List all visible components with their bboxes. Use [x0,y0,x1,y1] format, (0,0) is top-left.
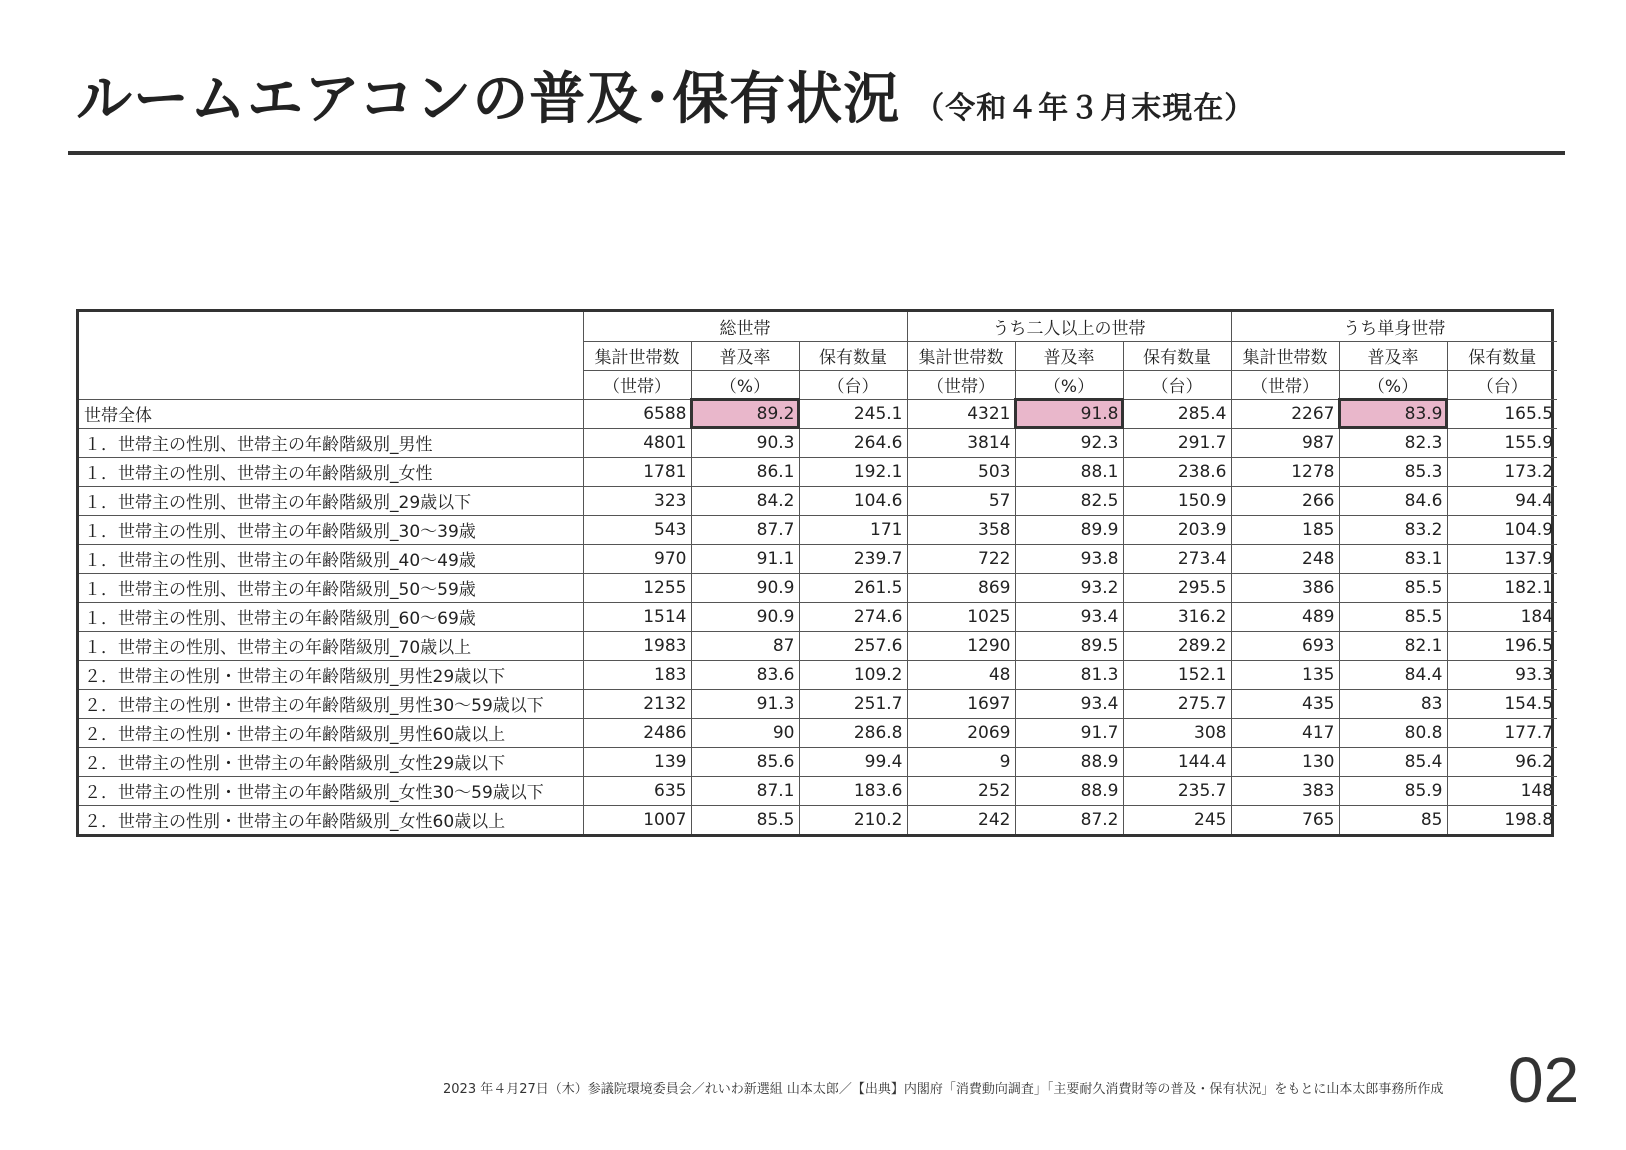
table-cell: 57 [907,486,1015,515]
table-cell: 148 [1447,776,1557,805]
table-cell: 89.9 [1015,515,1123,544]
table-cell: 173.2 [1447,457,1557,486]
table-cell: 135 [1231,660,1339,689]
table-cell: 88.9 [1015,776,1123,805]
table-cell: 210.2 [799,805,907,834]
table-cell: 239.7 [799,544,907,573]
column-header: 普及率 [1015,341,1123,370]
table-cell: 257.6 [799,631,907,660]
unit-header: （台） [799,370,907,399]
table-cell: 198.8 [1447,805,1557,834]
table-cell: 87 [691,631,799,660]
table-cell: 4321 [907,399,1015,428]
table-cell: 80.8 [1339,718,1447,747]
column-header: 保有数量 [799,341,907,370]
footer-source-note: 2023 年４月27日（木）参議院環境委員会／れいわ新選組 山本太郎／【出典】内閣府「消費動向調査」「主要耐久消費財等の普及・保有状況」をもとに山本太郎事務所作成 [443,1082,1444,1097]
table-cell: 1278 [1231,457,1339,486]
row-label: ２．世帯主の性別・世帯主の年齢階級別_女性29歳以下 [79,747,583,776]
table-cell: 82.1 [1339,631,1447,660]
table-cell: 386 [1231,573,1339,602]
table-cell: 177.7 [1447,718,1557,747]
table-cell: 251.7 [799,689,907,718]
table-cell: 87.7 [691,515,799,544]
column-header: 普及率 [691,341,799,370]
table-row [79,544,1557,573]
table-cell: 85.6 [691,747,799,776]
table-cell: 308 [1123,718,1231,747]
table-cell: 84.4 [1339,660,1447,689]
table-cell: 4801 [583,428,691,457]
row-label: ２．世帯主の性別・世帯主の年齢階級別_女性60歳以上 [79,805,583,834]
table-cell: 91.1 [691,544,799,573]
table-cell: 96.2 [1447,747,1557,776]
table-cell: 144.4 [1123,747,1231,776]
data-table-frame [76,309,1554,837]
table-cell: 238.6 [1123,457,1231,486]
table-row [79,602,1557,631]
table-cell: 248 [1231,544,1339,573]
unit-header: （世帯） [907,370,1015,399]
table-cell: 358 [907,515,1015,544]
row-label: ２．世帯主の性別・世帯主の年齢階級別_男性60歳以上 [79,718,583,747]
table-cell: 266 [1231,486,1339,515]
table-row [79,399,1557,428]
table-cell: 252 [907,776,1015,805]
table-cell: 435 [1231,689,1339,718]
table-cell: 245.1 [799,399,907,428]
table-cell: 264.6 [799,428,907,457]
table-cell: 245 [1123,805,1231,834]
table-row [79,486,1557,515]
row-label: １．世帯主の性別、世帯主の年齢階級別_70歳以上 [79,631,583,660]
table-cell: 722 [907,544,1015,573]
table-cell: 90.3 [691,428,799,457]
corner-cell [79,312,583,399]
page-number: 02 [1508,1044,1580,1116]
table-cell: 503 [907,457,1015,486]
title-divider [68,151,1565,155]
table-cell: 3814 [907,428,1015,457]
table-row [79,631,1557,660]
table-cell: 171 [799,515,907,544]
highlighted-cell: 89.2 [691,399,799,428]
table-cell: 85.5 [691,805,799,834]
table-cell: 489 [1231,602,1339,631]
column-header: 集計世帯数 [583,341,691,370]
group-header: 総世帯 [583,312,907,341]
row-label: １．世帯主の性別、世帯主の年齢階級別_女性 [79,457,583,486]
page-title [76,67,1256,132]
table-cell: 130 [1231,747,1339,776]
unit-header: （%） [1339,370,1447,399]
table-cell: 635 [583,776,691,805]
table-cell: 92.3 [1015,428,1123,457]
data-table [79,312,1557,834]
table-cell: 275.7 [1123,689,1231,718]
table-cell: 83.6 [691,660,799,689]
table-cell: 85.5 [1339,602,1447,631]
table-cell: 1025 [907,602,1015,631]
table-cell: 83.2 [1339,515,1447,544]
row-label: ２．世帯主の性別・世帯主の年齢階級別_女性30～59歳以下 [79,776,583,805]
table-cell: 1514 [583,602,691,631]
table-cell: 88.1 [1015,457,1123,486]
table-cell: 2132 [583,689,691,718]
table-cell: 765 [1231,805,1339,834]
table-cell: 165.5 [1447,399,1557,428]
column-header: 普及率 [1339,341,1447,370]
table-cell: 82.3 [1339,428,1447,457]
table-cell: 87.2 [1015,805,1123,834]
row-label: ２．世帯主の性別・世帯主の年齢階級別_男性30～59歳以下 [79,689,583,718]
table-cell: 91.3 [691,689,799,718]
table-cell: 2267 [1231,399,1339,428]
group-header: うち二人以上の世帯 [907,312,1231,341]
table-cell: 274.6 [799,602,907,631]
table-cell: 1255 [583,573,691,602]
table-cell: 83.1 [1339,544,1447,573]
table-row [79,776,1557,805]
table-cell: 152.1 [1123,660,1231,689]
row-label: 世帯全体 [79,399,583,428]
table-cell: 273.4 [1123,544,1231,573]
column-header: 保有数量 [1123,341,1231,370]
table-cell: 285.4 [1123,399,1231,428]
table-cell: 9 [907,747,1015,776]
table-cell: 81.3 [1015,660,1123,689]
table-cell: 291.7 [1123,428,1231,457]
table-cell: 2486 [583,718,691,747]
table-cell: 286.8 [799,718,907,747]
page-subtitle: （令和４年３月末現在） [914,91,1256,126]
table-cell: 104.9 [1447,515,1557,544]
table-cell: 693 [1231,631,1339,660]
table-cell: 84.2 [691,486,799,515]
table-cell: 184 [1447,602,1557,631]
table-cell: 91.7 [1015,718,1123,747]
table-row [79,428,1557,457]
row-label: １．世帯主の性別、世帯主の年齢階級別_50～59歳 [79,573,583,602]
table-cell: 84.6 [1339,486,1447,515]
table-cell: 1697 [907,689,1015,718]
table-cell: 93.4 [1015,689,1123,718]
table-cell: 99.4 [799,747,907,776]
table-cell: 6588 [583,399,691,428]
table-cell: 94.4 [1447,486,1557,515]
table-cell: 155.9 [1447,428,1557,457]
table-cell: 85 [1339,805,1447,834]
table-row [79,573,1557,602]
column-header: 保有数量 [1447,341,1557,370]
table-cell: 261.5 [799,573,907,602]
unit-header: （%） [691,370,799,399]
table-row [79,515,1557,544]
table-cell: 1983 [583,631,691,660]
table-cell: 235.7 [1123,776,1231,805]
table-cell: 85.5 [1339,573,1447,602]
table-cell: 316.2 [1123,602,1231,631]
table-cell: 1290 [907,631,1015,660]
table-cell: 89.5 [1015,631,1123,660]
table-cell: 90 [691,718,799,747]
highlighted-cell: 83.9 [1339,399,1447,428]
highlighted-cell: 91.8 [1015,399,1123,428]
table-row [79,660,1557,689]
table-cell: 93.8 [1015,544,1123,573]
table-cell: 203.9 [1123,515,1231,544]
page-title-text: ルームエアコンの普及･保有状況 [76,67,901,132]
row-label: １．世帯主の性別、世帯主の年齢階級別_60～69歳 [79,602,583,631]
table-cell: 295.5 [1123,573,1231,602]
group-header-row [79,312,1557,341]
table-cell: 154.5 [1447,689,1557,718]
table-cell: 1781 [583,457,691,486]
unit-header: （台） [1447,370,1557,399]
table-cell: 182.1 [1447,573,1557,602]
table-cell: 383 [1231,776,1339,805]
table-row [79,805,1557,834]
table-cell: 185 [1231,515,1339,544]
unit-header: （世帯） [1231,370,1339,399]
table-body [79,312,1557,834]
table-cell: 88.9 [1015,747,1123,776]
table-cell: 90.9 [691,573,799,602]
table-cell: 2069 [907,718,1015,747]
table-cell: 1007 [583,805,691,834]
table-cell: 196.5 [1447,631,1557,660]
table-cell: 137.9 [1447,544,1557,573]
table-cell: 987 [1231,428,1339,457]
table-cell: 83 [1339,689,1447,718]
column-header: 集計世帯数 [1231,341,1339,370]
table-cell: 417 [1231,718,1339,747]
table-cell: 85.3 [1339,457,1447,486]
table-cell: 139 [583,747,691,776]
unit-header: （台） [1123,370,1231,399]
table-cell: 869 [907,573,1015,602]
row-label: １．世帯主の性別、世帯主の年齢階級別_40～49歳 [79,544,583,573]
table-cell: 289.2 [1123,631,1231,660]
table-row [79,457,1557,486]
table-cell: 323 [583,486,691,515]
unit-header: （世帯） [583,370,691,399]
group-header: うち単身世帯 [1231,312,1557,341]
table-cell: 87.1 [691,776,799,805]
table-cell: 93.2 [1015,573,1123,602]
table-cell: 85.9 [1339,776,1447,805]
row-label: １．世帯主の性別、世帯主の年齢階級別_29歳以下 [79,486,583,515]
table-row [79,747,1557,776]
table-cell: 543 [583,515,691,544]
table-row [79,718,1557,747]
table-cell: 90.9 [691,602,799,631]
row-label: １．世帯主の性別、世帯主の年齢階級別_男性 [79,428,583,457]
table-row [79,689,1557,718]
table-cell: 93.4 [1015,602,1123,631]
table-cell: 93.3 [1447,660,1557,689]
table-cell: 85.4 [1339,747,1447,776]
table-cell: 48 [907,660,1015,689]
table-cell: 104.6 [799,486,907,515]
table-cell: 183 [583,660,691,689]
row-label: ２．世帯主の性別・世帯主の年齢階級別_男性29歳以下 [79,660,583,689]
column-header: 集計世帯数 [907,341,1015,370]
unit-header: （%） [1015,370,1123,399]
table-cell: 109.2 [799,660,907,689]
table-cell: 86.1 [691,457,799,486]
table-cell: 150.9 [1123,486,1231,515]
row-label: １．世帯主の性別、世帯主の年齢階級別_30～39歳 [79,515,583,544]
table-cell: 242 [907,805,1015,834]
table-cell: 183.6 [799,776,907,805]
table-cell: 82.5 [1015,486,1123,515]
table-cell: 970 [583,544,691,573]
table-cell: 192.1 [799,457,907,486]
